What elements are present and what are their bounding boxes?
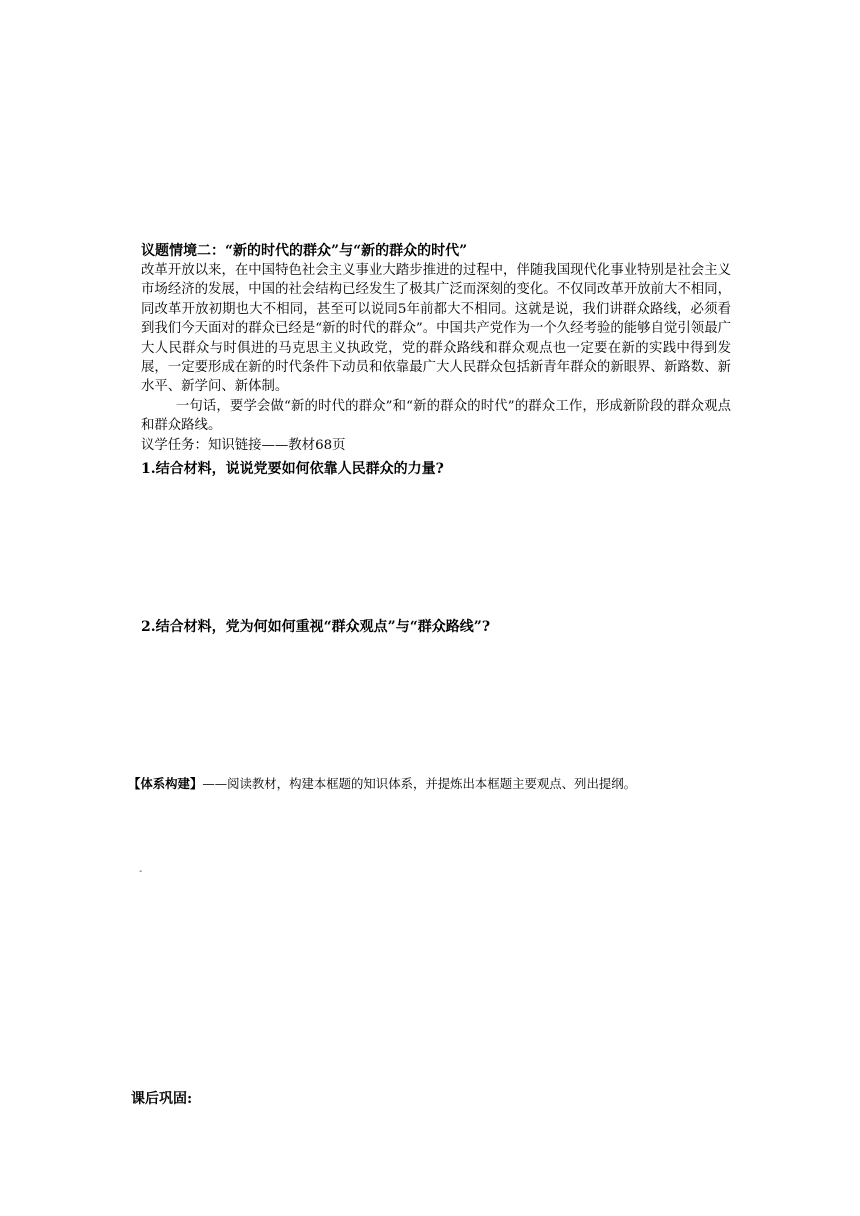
scenario-section [141, 242, 731, 455]
scenario-paragraph-1: 改革开放以来，在中国特色社会主义事业大踏步推进的过程中，伴随我国现代化事业特别是社会主义市场经济的发展，中国的社会结构已经发生了极其广泛而深刻的变化。不仅同改革开放前大不相同，同改革开放初期也大不相同，甚至可以说同5年前都大不相同。这就是说，我们讲群众路线，必须看到我们今天面对的群众已经是“新的时代的群众”。中国共产党作为一个久经考验的能够自觉引领最广大人民群众与时俱进的马克思主义执政党，党的群众路线和群众观点也一定要在新的实践中得到发展，一定要形成在新的时代条件下动员和依靠最广大人民群众包括新青年群众的新眼界、新路数、新水平、新学问、新体制。 [141, 263, 731, 395]
system-build-line [128, 774, 636, 792]
scenario-paragraph-2: 一句话，要学会做“新的时代的群众”和“新的群众的时代”的群众工作，形成新阶段的群众观点和群众路线。 [141, 398, 731, 434]
scenario-heading: 议题情境二：“新的时代的群众”与“新的群众的时代” [141, 243, 468, 259]
question-1: 1.结合材料，说说党要如何依靠人民群众的力量? [141, 461, 444, 477]
system-build-text: ——阅读教材，构建本框题的知识体系，并提炼出本框题主要观点、列出提纲。 [202, 776, 637, 791]
learning-task: 议学任务：知识链接——教材68页 [141, 437, 346, 453]
question-2: 2.结合材料，党为何如何重视“群众观点”与“群众路线”? [141, 619, 491, 635]
stray-mark: - [139, 866, 143, 877]
after-class-heading: 课后巩固: [131, 1091, 193, 1107]
system-build-label: 【体系构建】 [128, 776, 203, 791]
